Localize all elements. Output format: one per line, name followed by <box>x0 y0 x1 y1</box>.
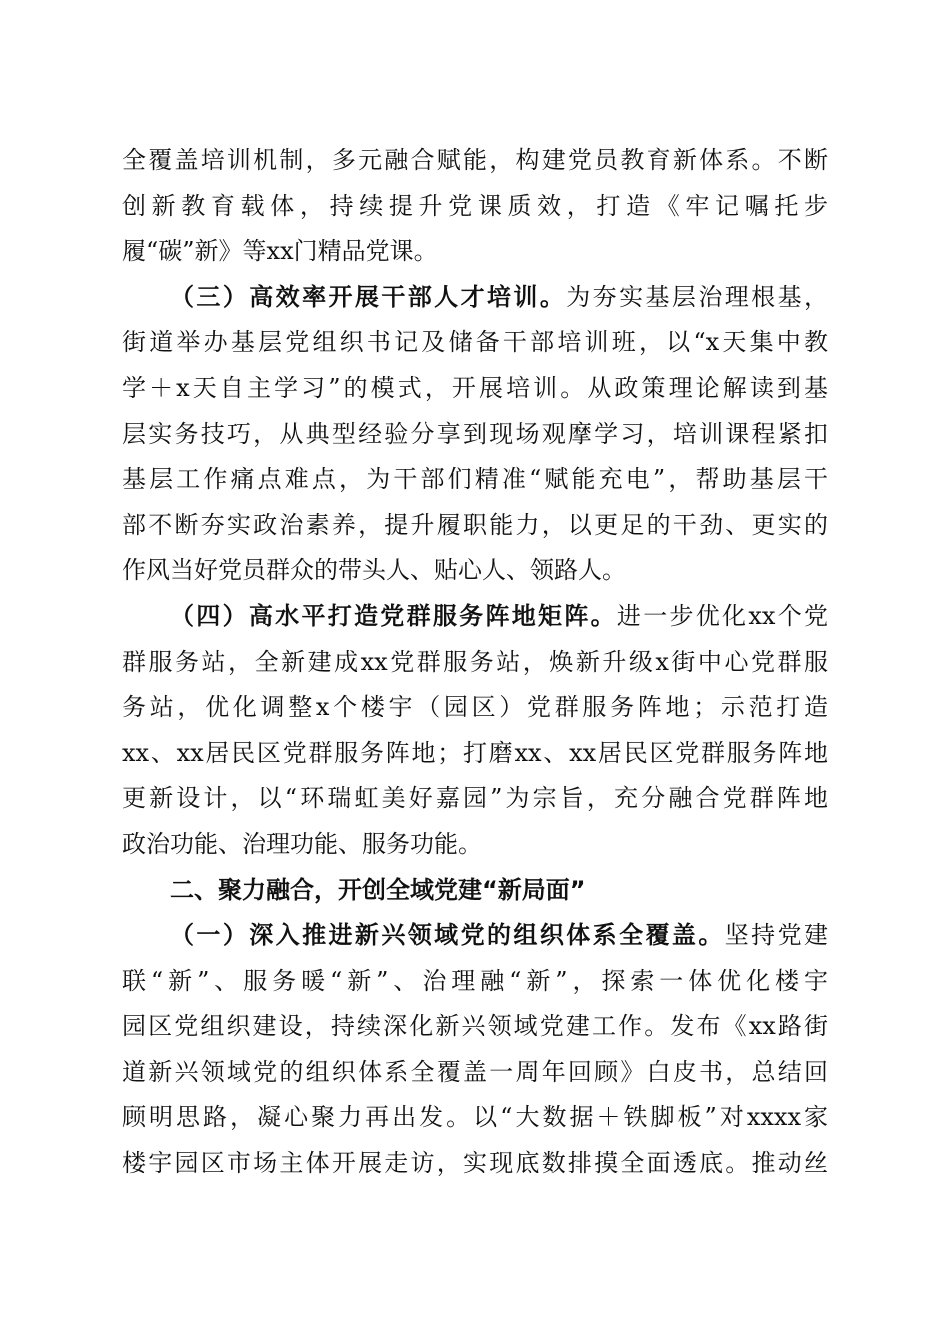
paragraph-2-line-1 <box>122 275 828 321</box>
paragraph-1-line-3: 履“碳”新》等xx门精品党课。 <box>122 237 438 266</box>
paragraph-1-line-1: 全覆盖培训机制，多元融合赋能，构建党员教育新体系。不断 <box>122 146 828 174</box>
paragraph-2-line-2: 街道举办基层党组织书记及储备干部培训班，以“x天集中教 <box>122 328 828 357</box>
paragraph-2-line-7: 作风当好党员群众的带头人、贴心人、领路人。 <box>122 556 626 585</box>
paragraph-3-lead: （四）高水平打造党群服务阵地矩阵。 <box>170 601 617 630</box>
paragraph-4-line-5: 顾明思路，凝心聚力再出发。以“大数据＋铁脚板”对xxxx家 <box>122 1103 828 1132</box>
paragraph-1-line-2: 创新教育载体，持续提升党课质效，打造《牢记嘱托步 <box>122 191 828 220</box>
paragraph-4-line-4: 道新兴领域党的组织体系全覆盖一周年回顾》白皮书，总结回 <box>122 1057 828 1086</box>
paragraph-3-line-1-rest: 进一步优化xx个党 <box>616 601 828 630</box>
paragraph-3-line-3: 务站，优化调整x个楼宇（园区）党群服务阵地；示范打造 <box>122 693 828 722</box>
paragraph-3-line-4: xx、xx居民区党群服务阵地；打磨xx、xx居民区党群服务阵地 <box>122 738 828 767</box>
paragraph-2-line-1-rest: 为夯实基层治理根基， <box>566 282 828 311</box>
paragraph-2-line-3: 学＋x天自主学习”的模式，开展培训。从政策理论解读到基 <box>122 373 828 402</box>
paragraph-3-line-6: 政治功能、治理功能、服务功能。 <box>122 829 482 858</box>
document-body <box>122 138 828 1187</box>
paragraph-4-lead: （一）深入推进新兴领域党的组织体系全覆盖。 <box>170 921 725 950</box>
paragraph-4-line-1 <box>122 913 828 959</box>
paragraph-2-line-4: 层实务技巧，从典型经验分享到现场观摩学习，培训课程紧扣 <box>122 419 828 448</box>
paragraph-3-line-5: 更新设计，以“环瑞虹美好嘉园”为宗旨，充分融合党群阵地 <box>122 784 828 813</box>
paragraph-4-line-6: 楼宇园区市场主体开展走访，实现底数排摸全面透底。推动丝 <box>122 1149 828 1178</box>
paragraph-3-line-2: 群服务站，全新建成xx党群服务站，焕新升级x街中心党群服 <box>122 647 828 676</box>
paragraph-2-line-6: 部不断夯实政治素养，提升履职能力，以更足的干劲、更实的 <box>122 510 828 539</box>
paragraph-4-line-1-rest: 坚持党建 <box>724 921 828 950</box>
paragraph-3-line-1 <box>122 594 828 640</box>
paragraph-2-line-5: 基层工作痛点难点，为干部们精准“赋能充电”，帮助基层干 <box>122 465 828 494</box>
section-heading: 二、聚力融合，开创全域党建“新局面” <box>170 875 586 904</box>
paragraph-4-line-2: 联“新”、服务暖“新”、治理融“新”，探索一体优化楼宇 <box>122 966 828 995</box>
paragraph-4-line-3: 园区党组织建设，持续深化新兴领域党建工作。发布《xx路街 <box>122 1012 828 1041</box>
paragraph-2-lead: （三）高效率开展干部人才培训。 <box>170 282 567 311</box>
